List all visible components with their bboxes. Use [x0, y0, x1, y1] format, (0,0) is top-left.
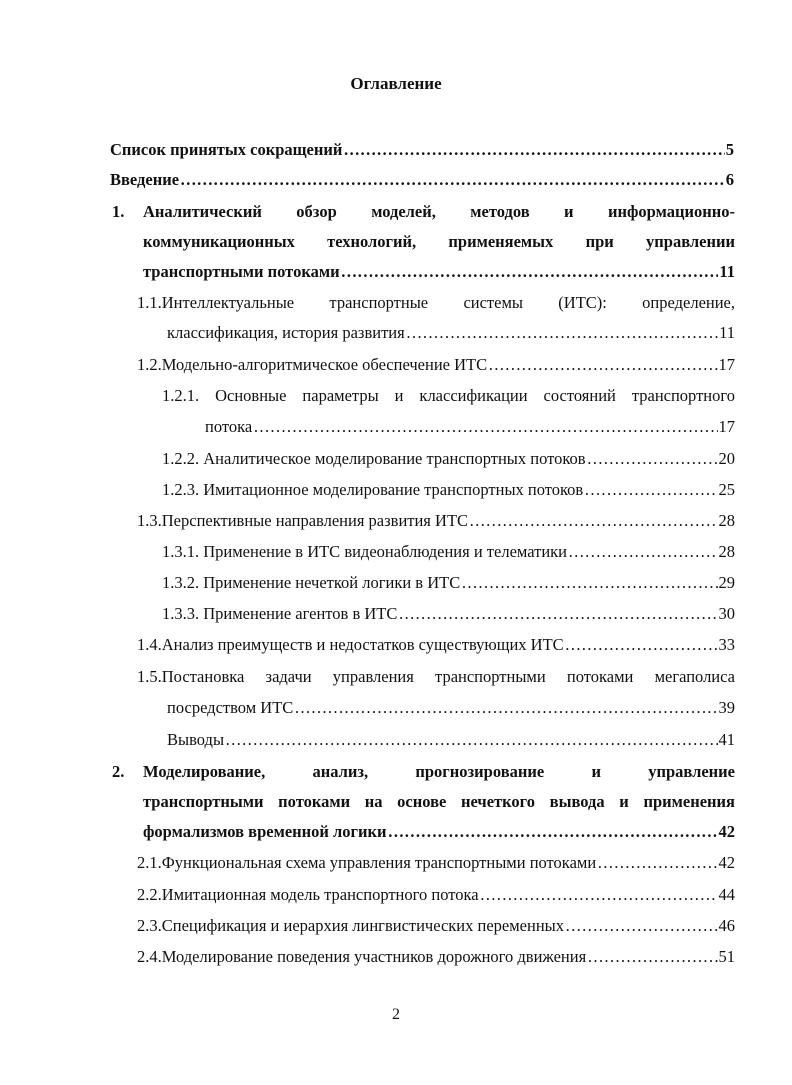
toc-entry-label: Введение — [110, 170, 180, 189]
toc-entry-line: транспортными потоками на основе нечеткого вывода и применения — [143, 792, 735, 811]
toc-entry-1-2-1[interactable] — [162, 381, 735, 411]
toc-entry-1-3[interactable] — [137, 506, 735, 536]
leader-dots — [584, 475, 717, 505]
toc-entry-label: 1.2.3. Имитационное моделирование транспортных потоков — [162, 480, 584, 499]
toc-entry-label: транспортными потоками — [143, 262, 340, 281]
toc-page-number: 46 — [718, 916, 735, 935]
toc-entry-line: 1.1.Интеллектуальные транспортные системы (ИТС): определение, — [137, 293, 735, 312]
toc-entry-line: Моделирование, анализ, прогнозирование и управление — [143, 762, 735, 781]
toc-entry-label: 2.2.Имитационная модель транспортного потока — [137, 885, 479, 904]
toc-entry-1-3-3[interactable] — [162, 599, 735, 629]
toc-entry-label: 2.1.Функциональная схема управления транспортными потоками — [137, 853, 597, 872]
toc-entry-1-2[interactable] — [137, 350, 735, 380]
toc-entry-2-2[interactable] — [137, 880, 735, 910]
toc-entry-1-5-cont[interactable] — [167, 693, 735, 723]
toc-entry-1-3-1[interactable] — [162, 537, 735, 567]
toc-entry-1-3-2[interactable] — [162, 568, 735, 598]
toc-entry-2-4[interactable] — [137, 942, 735, 972]
leader-dots — [469, 506, 717, 536]
toc-page-number: 11 — [719, 262, 735, 281]
leader-dots — [597, 848, 717, 878]
toc-entry-label: 1.4.Анализ преимуществ и недостатков существующих ИТС — [137, 635, 564, 654]
toc-page-number: 28 — [718, 542, 735, 561]
leader-dots — [388, 817, 718, 847]
leader-dots — [461, 568, 717, 598]
toc-page-number: 33 — [718, 635, 735, 654]
page-number: 2 — [392, 1006, 400, 1023]
leader-dots — [587, 444, 718, 474]
toc-entry-line: 1.2.1. Основные параметры и классификации состояний транспортного — [162, 386, 735, 405]
leader-dots — [180, 165, 725, 195]
page-title: Оглавление — [350, 74, 442, 93]
toc-page-number: 6 — [725, 170, 734, 189]
leader-dots — [406, 318, 718, 348]
leader-dots — [568, 537, 717, 567]
toc-page-number: 41 — [718, 730, 735, 749]
toc-entry-1-1[interactable] — [137, 288, 735, 318]
toc-entry-line: коммуникационных технологий, применяемых при управлении — [143, 232, 735, 251]
toc-page-number: 29 — [718, 573, 735, 592]
toc-entry-label: классификация, история развития — [167, 323, 405, 342]
toc-page-number: 39 — [718, 698, 735, 717]
toc-page-number: 11 — [719, 323, 735, 342]
leader-dots — [341, 257, 719, 287]
toc-entry-label: 2.4.Моделирование поведения участников дорожного движения — [137, 947, 587, 966]
toc-entry-label: 1.3.2. Применение нечеткой логики в ИТС — [162, 573, 461, 592]
toc-entry-label: 1.2.2. Аналитическое моделирование транспортных потоков — [162, 449, 586, 468]
toc-entry-1-2-3[interactable] — [162, 475, 735, 505]
toc-entry-label: 1.2.Модельно-алгоритмическое обеспечение ИТС — [137, 355, 488, 374]
toc-entry-label: 2.3.Спецификация и иерархия лингвистических переменных — [137, 916, 564, 935]
toc-entry-1-1-cont[interactable] — [167, 318, 735, 348]
toc-page-number: 51 — [718, 947, 735, 966]
toc-entry-2-3[interactable] — [137, 911, 735, 941]
toc-entry-chapter-1[interactable] — [143, 197, 735, 287]
toc-entry-label: формализмов временной логики — [143, 822, 387, 841]
toc-entry-label: 1.3.3. Применение агентов в ИТС — [162, 604, 398, 623]
toc-entry-conclusions[interactable] — [167, 725, 735, 755]
toc-entry-1-4[interactable] — [137, 630, 735, 660]
leader-dots — [587, 942, 717, 972]
chapter-number: 1. — [112, 202, 125, 221]
toc-page-number: 44 — [718, 885, 735, 904]
toc-page-number: 17 — [718, 417, 735, 436]
toc-entry-label: 1.3.Перспективные направления развития ИТС — [137, 511, 469, 530]
toc-entry-label: потока — [205, 417, 253, 436]
toc-entry-1-5[interactable] — [137, 662, 735, 692]
toc-page-number: 5 — [725, 140, 734, 159]
toc-entry-2-1[interactable] — [137, 848, 735, 878]
toc-entry-introduction[interactable] — [110, 165, 734, 195]
toc-page-number: 42 — [718, 853, 735, 872]
toc-entry-1-2-2[interactable] — [162, 444, 735, 474]
toc-page-number: 25 — [718, 480, 735, 499]
toc-page-number: 30 — [718, 604, 735, 623]
toc-entry-1-2-1-cont[interactable] — [205, 412, 735, 442]
leader-dots — [294, 693, 717, 723]
leader-dots — [225, 725, 717, 755]
toc-entry-label: Выводы — [167, 730, 225, 749]
toc-entry-line: Аналитический обзор моделей, методов и информационно- — [143, 202, 735, 221]
toc-entry-label: посредством ИТС — [167, 698, 294, 717]
chapter-number: 2. — [112, 762, 125, 781]
toc-entry-line: 1.5.Постановка задачи управления транспортными потоками мегаполиса — [137, 667, 735, 686]
toc-entry-chapter-2[interactable] — [143, 757, 735, 847]
leader-dots — [565, 911, 718, 941]
toc-page-number: 42 — [718, 822, 735, 841]
leader-dots — [343, 135, 724, 165]
toc-entry-abbreviations[interactable] — [110, 135, 734, 165]
toc-entry-label: 1.3.1. Применение в ИТС видеонаблюдения и телематики — [162, 542, 568, 561]
leader-dots — [480, 880, 718, 910]
toc-entry-label: Список принятых сокращений — [110, 140, 343, 159]
toc-page-number: 17 — [718, 355, 735, 374]
toc-page-number: 28 — [718, 511, 735, 530]
leader-dots — [398, 599, 717, 629]
leader-dots — [253, 412, 717, 442]
leader-dots — [565, 630, 718, 660]
leader-dots — [488, 350, 717, 380]
toc-page-number: 20 — [718, 449, 735, 468]
